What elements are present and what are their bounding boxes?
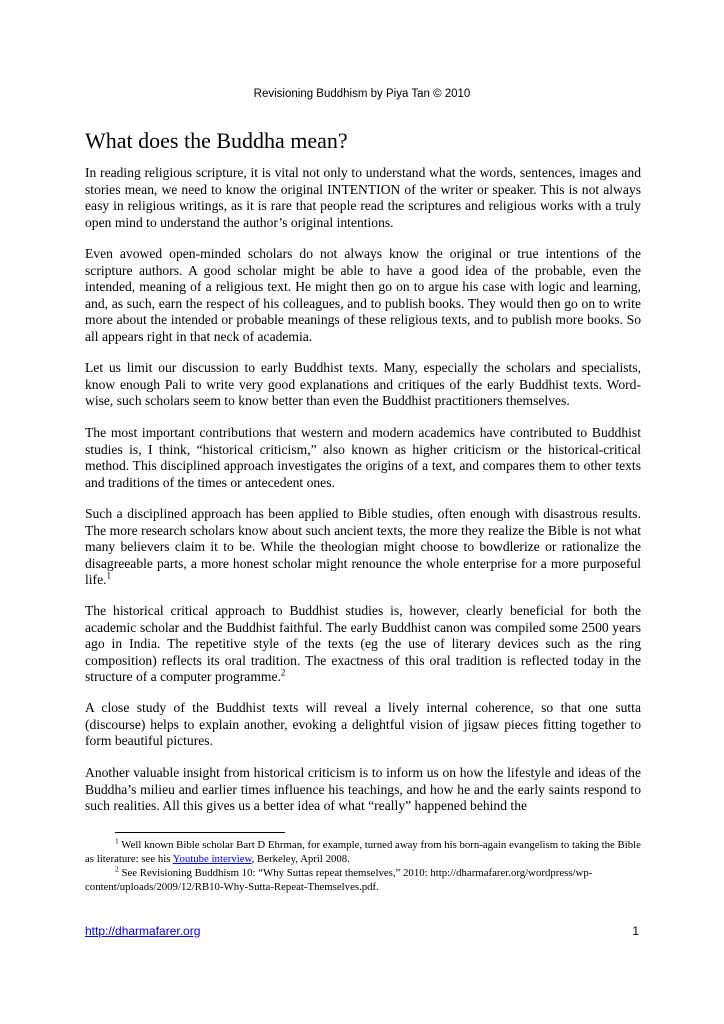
paragraph-2: Even avowed open-minded scholars do not always know the original or true intentions of the scripture authors. A good scholar might be able to have a good idea of the probable, even the intended, meaning of a religious text. He might then go on to argue his case with logic and learning, and, as such, earn the respect of his colleagues, and to publish books. They would then go on to write more about the intended or probable meanings of these religious texts, and to publish more books. So all appears right in that neck of academia.	[85, 246, 641, 344]
footnote-ref-2[interactable]: 2	[280, 667, 286, 678]
footnote-number: 1	[115, 836, 119, 846]
running-header: Revisioning Buddhism by Piya Tan © 2010	[253, 88, 471, 100]
paragraph-4: The most important contributions that western and modern academics have contributed to Buddhist studies is, I think, “historical criticism,” also known as higher criticism or the historical-critical method. This disciplined approach investigates the origins of a text, and compares them to other texts and traditions of the times or antecedent ones.	[85, 425, 641, 490]
footnote-divider	[115, 832, 285, 833]
paragraph-7: A close study of the Buddhist texts will reveal a lively internal coherence, so that one sutta (discourse) helps to explain another, evoking a delightful vision of jigsaw pieces fitting together to form beautiful pictures.	[85, 700, 641, 748]
footnote-1: $^1$ Well known Bible scholar Bart D Ehrman, for example, turned away from his born-again evangelism to taking the Bible as literature: see his Youtube interview, Berkeley, April 2008.	[85, 836, 641, 865]
footnote-2: $^2$ See Revisioning Buddhism 10: “Why Suttas repeat themselves,” 2010: http://dharmafarer.org/wordpress/wp-content/uploads/2009/12/RB10-Why-Sutta-Repeat-Themselves.pdf.	[85, 864, 593, 893]
paragraph-1: In reading religious scripture, it is vital not only to understand what the words, sentences, images and stories mean, we need to know the original INTENTION of the writer or speaker. This is not always easy in religious writings, as it is rare that people read the scriptures and religious works with a truly open mind to understand the author’s original intentions.	[85, 165, 641, 230]
youtube-interview-link[interactable]: Youtube interview	[172, 853, 252, 865]
page-number: 1	[632, 924, 639, 938]
footnote-ref-1[interactable]: 1	[106, 570, 112, 581]
footer-website-link[interactable]: http://dharmafarer.org	[85, 924, 201, 938]
paragraph-6: The historical critical approach to Buddhist studies is, however, clearly beneficial for both the academic scholar and the Buddhist faithful. The early Buddhist canon was compiled some 2500 years ago in India. The repetitive style of the texts (eg the use of literary devices such as the ring composition) reflects its oral tradition. The exactness of this oral tradition is reflected today in the structure of a computer programme.$^2$	[85, 603, 641, 684]
paragraph-8: Another valuable insight from historical criticism is to inform us on how the lifestyle and ideas of the Buddha’s milieu and earlier times influence his teachings, and how he and the early saints respond to such realities. All this gives us a better idea of what “really” happened behind the	[85, 765, 641, 813]
paragraph-3: Let us limit our discussion to early Buddhist texts. Many, especially the scholars and specialists, know enough Pali to write very good explanations and critiques of the early Buddhist texts. Word-wise, such scholars seem to know better than even the Buddhist practitioners themselves.	[85, 360, 641, 408]
page-title: What does the Buddha mean?	[85, 128, 348, 153]
footnote-number: 2	[115, 864, 119, 874]
paragraph-5: Such a disciplined approach has been applied to Bible studies, often enough with disastrous results. The more research scholars know about such ancient texts, the more they realize the Bible is not what many believers claim it to be. While the theologian might choose to bowdlerize or rationalize the disagreeable parts, a more honest scholar might renounce the whole enterprise for a more purposeful life.$^1$	[85, 506, 641, 587]
